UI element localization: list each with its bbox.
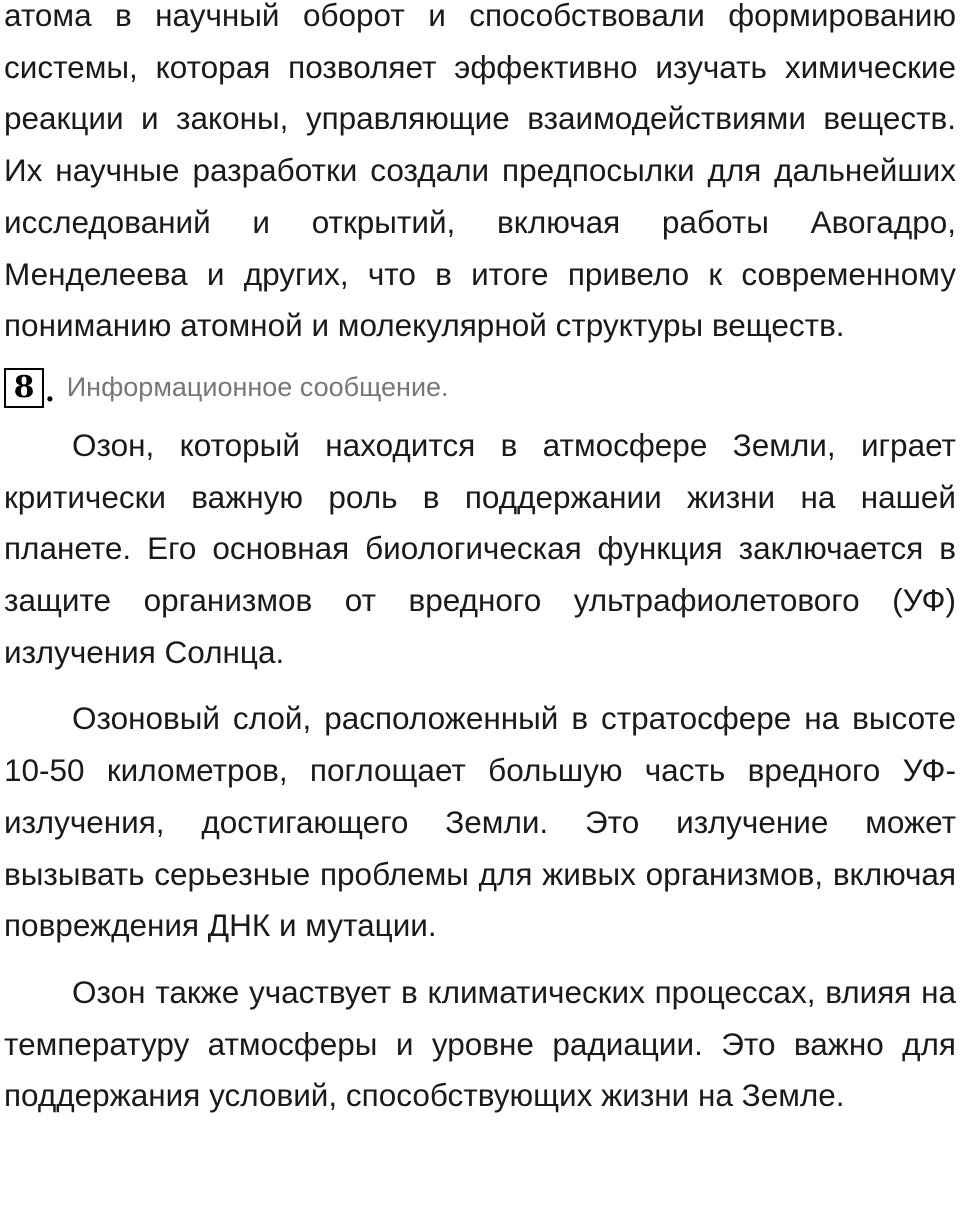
task-number-box: 8 — [4, 368, 44, 408]
intro-paragraph: атома в научный оборот и способствовали формированию системы, которая позволяет эффективно изучать химические реакции и законы, управляющие взаимодействиями веществ. Их научные разработки создали предпосылки для дальнейших исследований и открытий, включая работы Авогадро, Менделеева и других, что в итоге привело к современному пониманию атомной и молекулярной структуры веществ. — [4, 0, 956, 344]
task-heading — [4, 362, 956, 414]
paragraph-ozone-role: Озон, который находится в атмосфере Земли, играет критически важную роль в поддержании жизни на нашей планете. Его основная биологическая функция заключается в защите организмов от вредного ультрафиолетового (УФ) излучения Солнца. — [4, 426, 956, 670]
task-number-dot: . — [45, 374, 55, 408]
task-title: Информационное сообщение. — [66, 372, 449, 403]
document-page — [4, 0, 956, 1122]
paragraph-ozone-layer: Озоновый слой, расположенный в стратосфере на высоте 10-50 километров, поглощает большую часть вредного УФ-излучения, достигающего Земли. Это излучение может вызывать серьезные проблемы для живых организмов, включая повреждения ДНК и мутации. — [4, 700, 956, 944]
paragraph-ozone-climate: Озон также участвует в климатических процессах, влияя на температуру атмосферы и уровне радиации. Это важно для поддержания условий, способствующих жизни на Земле. — [4, 973, 956, 1114]
